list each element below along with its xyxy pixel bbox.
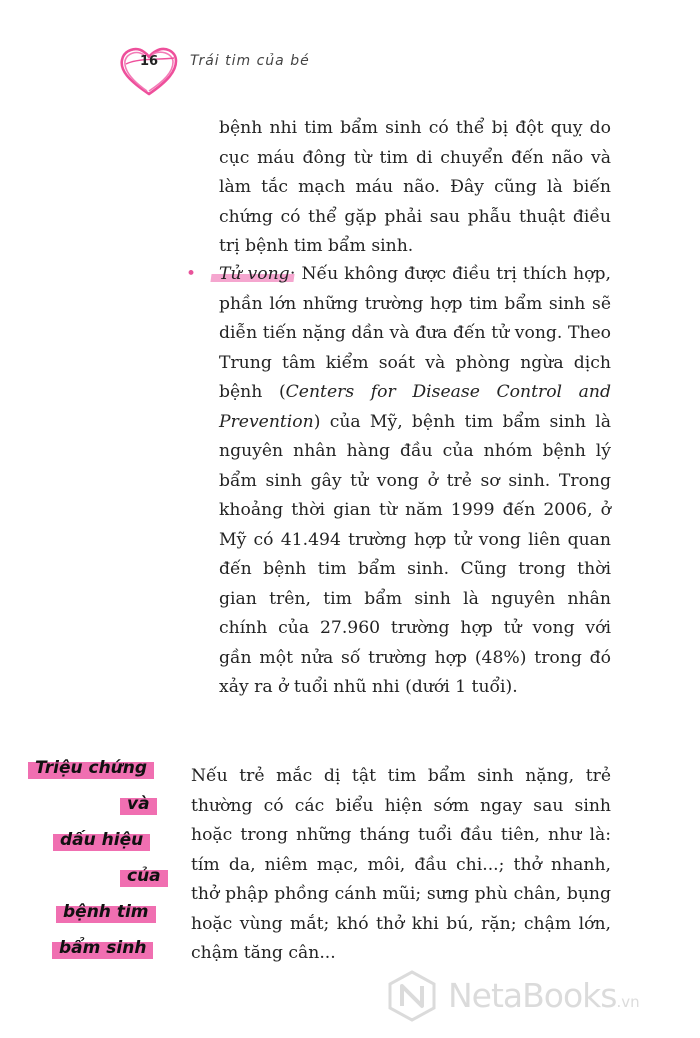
watermark-logo-icon [386,970,438,1022]
side-heading-line: bệnh tim [60,902,152,922]
side-heading-line: của [124,866,164,886]
symptoms-paragraph-block [191,762,611,969]
continued-paragraph: bệnh nhi tim bẩm sinh có thể bị đột quỵ do cục máu đông từ tim di chuyển đến não và làm tắc mạch máu não. Đây cũng là biến chứng có thể gặp phải sau phẫu thuật điều trị bệnh tim bẩm sinh. [219,118,611,256]
bullet-dot-icon: • [186,264,197,284]
side-heading-line: dấu hiệu [57,830,146,850]
bullet-text-part1: : Nếu không được điều trị thích hợp, phần lớn những trường hợp tim bẩm sinh sẽ diễn tiến nặng dần và đưa đến tử vong. Theo Trung tâm kiểm soát và phòng ngừa dịch bệnh ( [219,264,611,402]
watermark-text: NetaBooks.vn [448,976,640,1015]
org-name-italic: Centers for Disease Control and Prevention [219,382,611,432]
highlighted-term: Tử vong [219,264,290,284]
running-title: Trái tim của bé [190,53,310,69]
side-heading-line: Triệu chứng [32,758,150,778]
symptoms-paragraph: Nếu trẻ mắc dị tật tim bẩm sinh nặng, trẻ thường có các biểu hiện sớm ngay sau sinh hoặc trong những tháng tuổi đầu tiên, như là: tím da, niêm mạc, môi, đầu chi...; thở nhanh, thở phập phồng cánh mũi; sưng phù chân, bụng hoặc vùng mắt; khó thở khi bú, rặn; chậm lớn, chậm tăng cân... [191,766,611,963]
page-number: 16 [140,54,159,69]
bullet-text [219,260,611,703]
bullet-item-mortality [186,260,611,703]
bullet-text-part2: ) của Mỹ, bệnh tim bẩm sinh là nguyên nhân hàng đầu của nhóm bệnh lý bẩm sinh gây tử vong ở trẻ sơ sinh. Trong khoảng thời gian từ năm 1999 đến 2006, ở Mỹ có 41.494 trường hợp tử vong liên quan đến bệnh tim bẩm sinh. Cũng trong thời gian trên, tim bẩm sinh là nguyên nhân chính của 27.960 trường hợp tử vong với gần một nửa số trường hợp (48%) trong đó xảy ra ở tuổi nhũ nhi (dưới 1 tuổi). [219,411,611,697]
page-header [118,44,518,98]
side-heading-line: và [124,794,153,814]
continued-paragraph-block [219,114,611,262]
watermark [386,968,686,1024]
heart-doodle-icon [118,44,180,98]
side-heading-line: bẩm sinh [56,938,149,958]
